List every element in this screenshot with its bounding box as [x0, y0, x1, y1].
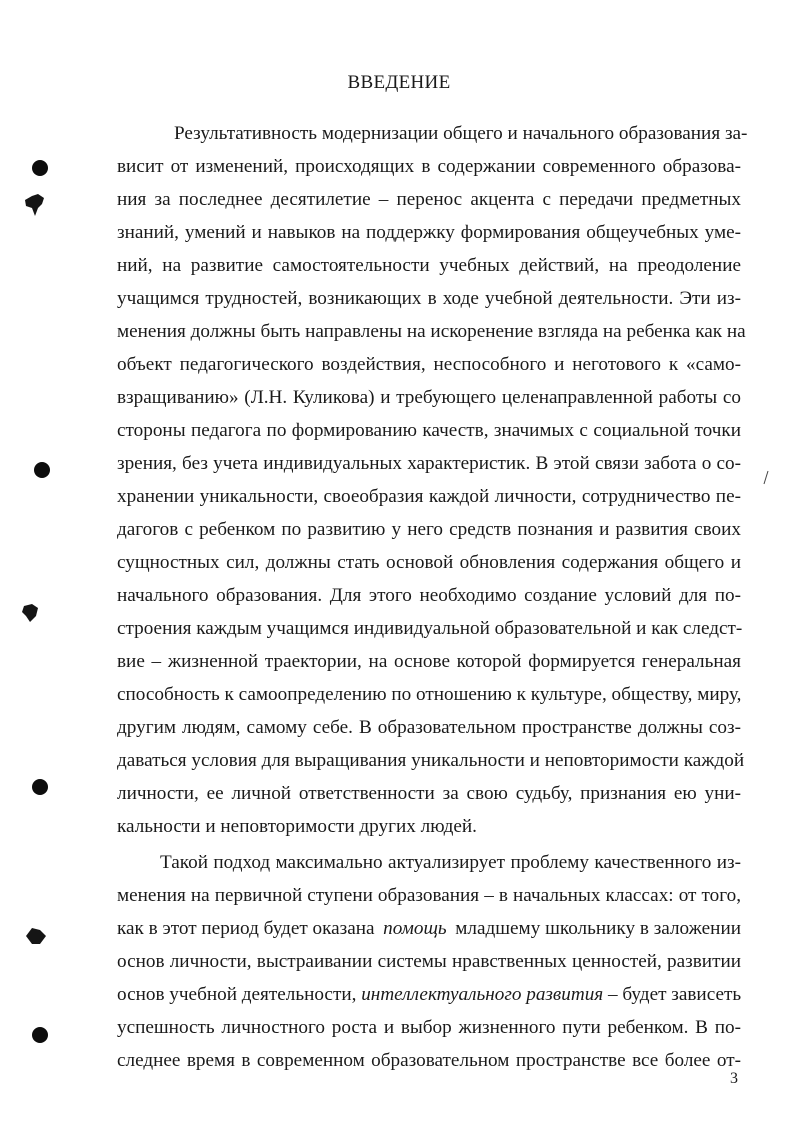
- text-line: менения должны быть направлены на искоренение взгляда на ребенка как на: [117, 321, 746, 342]
- page-number: 3: [730, 1070, 738, 1087]
- binder-hole: [32, 1027, 48, 1043]
- ink-blot: [20, 190, 50, 220]
- text-line: Результативность модернизации общего и начального образования за-: [174, 123, 748, 144]
- text-line: хранении уникальности, своеобразия каждой личности, сотрудничество пе-: [117, 486, 741, 507]
- text-line: основ учебной деятельности, интеллектуального развития – будет зависеть: [117, 984, 742, 1005]
- page-title: ВВЕДЕНИЕ: [347, 72, 451, 93]
- text-line: Такой подход максимально актуализирует проблему качественного из-: [160, 852, 741, 873]
- text-line: учащимся трудностей, возникающих в ходе учебной деятельности. Эти из-: [117, 288, 741, 309]
- text-line: менения на первичной ступени образования – в начальных классах: от того,: [117, 885, 741, 906]
- binder-hole: [34, 462, 50, 478]
- text-line: способность к самоопределению по отношению к культуре, обществу, миру,: [117, 684, 742, 705]
- text-line: сущностных сил, должны стать основой обновления содержания общего и: [117, 552, 741, 573]
- text-line: кальности и неповторимости других людей.: [117, 816, 477, 837]
- ink-blot: [22, 924, 50, 948]
- text-line: успешность личностного роста и выбор жизненного пути ребенком. В по-: [117, 1017, 741, 1038]
- text-line: как в этот период будет оказана помощь младшему школьнику в заложении: [117, 918, 741, 939]
- text-line: следнее время в современном образовательном пространстве все более от-: [117, 1050, 741, 1071]
- text-line: основ личности, выстраивании системы нравственных ценностей, развитии: [117, 951, 741, 972]
- text-line: зрения, без учета индивидуальных характеристик. В этой связи забота о со-: [117, 453, 741, 474]
- text-line: вие – жизненной траектории, на основе которой формируется генеральная: [117, 651, 741, 672]
- ink-blot: [18, 600, 44, 626]
- text-line: знаний, умений и навыков на поддержку формирования общеучебных уме-: [117, 222, 741, 243]
- text-line: стороны педагога по формированию качеств, значимых с социальной точки: [117, 420, 741, 441]
- text-line: дагогов с ребенком по развитию у него средств познания и развития своих: [117, 519, 741, 540]
- text-line: ний, на развитие самостоятельности учебных действий, на преодоление: [117, 255, 741, 276]
- binder-hole: [32, 160, 48, 176]
- text-line: начального образования. Для этого необходимо создание условий для по-: [117, 585, 741, 606]
- text-line: строения каждым учащимся индивидуальной образовательной и как следст-: [117, 618, 743, 639]
- text-line: объект педагогического воздействия, неспособного и неготового к «само-: [117, 354, 741, 375]
- binder-hole: [32, 779, 48, 795]
- text-line: висит от изменений, происходящих в содержании современного образова-: [117, 156, 741, 177]
- text-line: другим людям, самому себе. В образовательном пространстве должны соз-: [117, 717, 741, 738]
- stray-pen-mark: [762, 470, 770, 486]
- text-line: даваться условия для выращивания уникальности и неповторимости каждой: [117, 750, 745, 771]
- text-line: взращиванию» (Л.Н. Куликова) и требующего целенаправленной работы со: [117, 387, 741, 408]
- text-line: ния за последнее десятилетие – перенос акцента с передачи предметных: [117, 189, 741, 210]
- text-line: личности, ее личной ответственности за свою судьбу, признания ею уни-: [117, 783, 741, 804]
